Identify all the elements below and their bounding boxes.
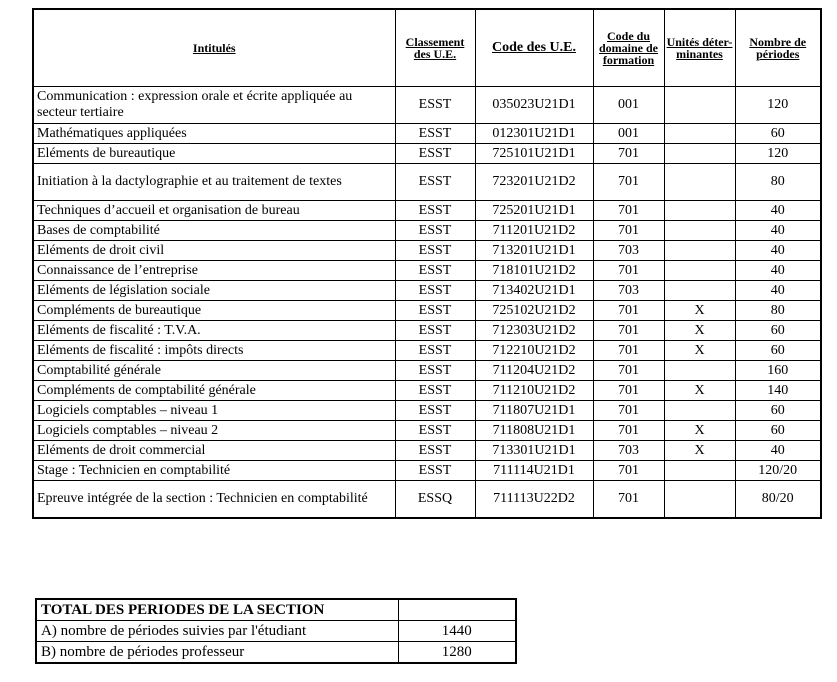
course-title: Eléments de législation sociale [33,281,395,301]
course-unite-determinante [664,221,735,241]
course-classement: ESST [395,341,475,361]
course-code: 725102U21D2 [475,301,593,321]
course-title: Mathématiques appliquées [33,124,395,144]
course-periodes: 140 [735,381,821,401]
course-title: Eléments de fiscalité : T.V.A. [33,321,395,341]
table-row [33,321,821,341]
table-row [33,421,821,441]
course-unite-determinante [664,401,735,421]
course-code: 711807U21D1 [475,401,593,421]
course-code: 711210U21D2 [475,381,593,401]
table-row [33,241,821,261]
course-periodes: 80/20 [735,481,821,519]
course-classement: ESST [395,461,475,481]
course-code: 723201U21D2 [475,164,593,201]
course-domaine: 701 [593,341,664,361]
course-unite-determinante [664,144,735,164]
course-periodes: 40 [735,441,821,461]
course-title: Eléments de droit civil [33,241,395,261]
course-domaine: 703 [593,241,664,261]
course-unite-determinante [664,461,735,481]
course-unite-determinante [664,164,735,201]
table-row [33,87,821,124]
course-unite-determinante [664,361,735,381]
course-title: Communication : expression orale et écrite appliquée au secteur tertiaire [33,87,395,124]
total-value: 1440 [398,621,516,642]
course-unite-determinante: X [664,341,735,361]
course-domaine: 701 [593,381,664,401]
course-unite-determinante: X [664,321,735,341]
course-classement: ESSQ [395,481,475,519]
course-periodes: 60 [735,341,821,361]
course-domaine: 703 [593,281,664,301]
header-intitules: Intitulés [33,9,395,87]
course-unite-determinante: X [664,381,735,401]
course-domaine: 701 [593,421,664,441]
course-periodes: 40 [735,201,821,221]
course-periodes: 40 [735,221,821,241]
course-classement: ESST [395,144,475,164]
course-unite-determinante [664,124,735,144]
course-classement: ESST [395,201,475,221]
course-unite-determinante [664,281,735,301]
course-title: Techniques d’accueil et organisation de bureau [33,201,395,221]
header-code-ue: Code des U.E. [475,9,593,87]
header-periodes: Nombre de périodes [735,9,821,87]
total-label: B) nombre de périodes professeur [36,642,398,664]
total-table [35,598,517,664]
course-unite-determinante [664,241,735,261]
course-domaine: 701 [593,261,664,281]
table-row [33,341,821,361]
course-periodes: 60 [735,321,821,341]
course-periodes: 40 [735,261,821,281]
course-classement: ESST [395,441,475,461]
course-classement: ESST [395,221,475,241]
course-title: Eléments de droit commercial [33,441,395,461]
course-domaine: 701 [593,321,664,341]
course-code: 713301U21D1 [475,441,593,461]
table-row [33,301,821,321]
course-unite-determinante: X [664,441,735,461]
course-unite-determinante [664,481,735,519]
course-classement: ESST [395,301,475,321]
course-classement: ESST [395,321,475,341]
total-title: TOTAL DES PERIODES DE LA SECTION [36,599,398,621]
table-row [33,261,821,281]
total-header-empty [398,599,516,621]
course-periodes: 60 [735,401,821,421]
course-unite-determinante [664,261,735,281]
course-classement: ESST [395,361,475,381]
course-domaine: 703 [593,441,664,461]
course-classement: ESST [395,421,475,441]
table-row [33,281,821,301]
course-title: Logiciels comptables – niveau 1 [33,401,395,421]
course-code: 725201U21D1 [475,201,593,221]
total-label: A) nombre de périodes suivies par l'étudiant [36,621,398,642]
course-periodes: 120 [735,87,821,124]
course-code: 711114U21D1 [475,461,593,481]
course-title: Compléments de bureautique [33,301,395,321]
course-code: 712303U21D2 [475,321,593,341]
course-title: Stage : Technicien en comptabilité [33,461,395,481]
course-title: Epreuve intégrée de la section : Technicien en comptabilité [33,481,395,519]
course-domaine: 701 [593,301,664,321]
course-unite-determinante: X [664,421,735,441]
course-domaine: 701 [593,461,664,481]
course-code: 718101U21D2 [475,261,593,281]
total-value: 1280 [398,642,516,664]
course-periodes: 120 [735,144,821,164]
course-domaine: 701 [593,401,664,421]
course-code: 711113U22D2 [475,481,593,519]
table-row [33,461,821,481]
header-classement: Classement des U.E. [395,9,475,87]
table-row [33,481,821,519]
table-row [33,401,821,421]
course-periodes: 60 [735,421,821,441]
course-periodes: 80 [735,164,821,201]
course-title: Compléments de comptabilité générale [33,381,395,401]
course-domaine: 701 [593,361,664,381]
course-code: 711201U21D2 [475,221,593,241]
table-row [33,164,821,201]
table-row [33,381,821,401]
course-classement: ESST [395,164,475,201]
ue-table [32,8,822,519]
course-code: 711204U21D2 [475,361,593,381]
table-row [33,441,821,461]
course-title: Connaissance de l’entreprise [33,261,395,281]
course-classement: ESST [395,241,475,261]
course-code: 711808U21D1 [475,421,593,441]
course-unite-determinante: X [664,301,735,321]
course-title: Initiation à la dactylographie et au traitement de textes [33,164,395,201]
course-periodes: 80 [735,301,821,321]
course-periodes: 40 [735,241,821,261]
course-unite-determinante [664,87,735,124]
course-domaine: 701 [593,144,664,164]
header-code-domaine: Code du domaine de formation [593,9,664,87]
table-row [33,361,821,381]
course-code: 712210U21D2 [475,341,593,361]
course-code: 725101U21D1 [475,144,593,164]
course-code: 012301U21D1 [475,124,593,144]
course-classement: ESST [395,261,475,281]
course-unite-determinante [664,201,735,221]
course-domaine: 701 [593,221,664,241]
course-classement: ESST [395,401,475,421]
course-periodes: 120/20 [735,461,821,481]
course-classement: ESST [395,87,475,124]
course-code: 713402U21D1 [475,281,593,301]
course-title: Comptabilité générale [33,361,395,381]
total-row [36,621,516,642]
table-row [33,221,821,241]
course-code: 035023U21D1 [475,87,593,124]
course-domaine: 701 [593,481,664,519]
course-title: Logiciels comptables – niveau 2 [33,421,395,441]
course-title: Bases de comptabilité [33,221,395,241]
course-title: Eléments de bureautique [33,144,395,164]
ue-table-header [33,9,821,87]
course-domaine: 701 [593,164,664,201]
course-periodes: 40 [735,281,821,301]
course-periodes: 60 [735,124,821,144]
course-domaine: 701 [593,201,664,221]
header-unites: Unités déter-minantes [664,9,735,87]
course-classement: ESST [395,281,475,301]
course-classement: ESST [395,381,475,401]
table-row [33,124,821,144]
course-classement: ESST [395,124,475,144]
total-header-row [36,599,516,621]
total-row [36,642,516,664]
course-domaine: 001 [593,124,664,144]
course-periodes: 160 [735,361,821,381]
course-domaine: 001 [593,87,664,124]
table-row [33,201,821,221]
course-title: Eléments de fiscalité : impôts directs [33,341,395,361]
table-row [33,144,821,164]
course-code: 713201U21D1 [475,241,593,261]
